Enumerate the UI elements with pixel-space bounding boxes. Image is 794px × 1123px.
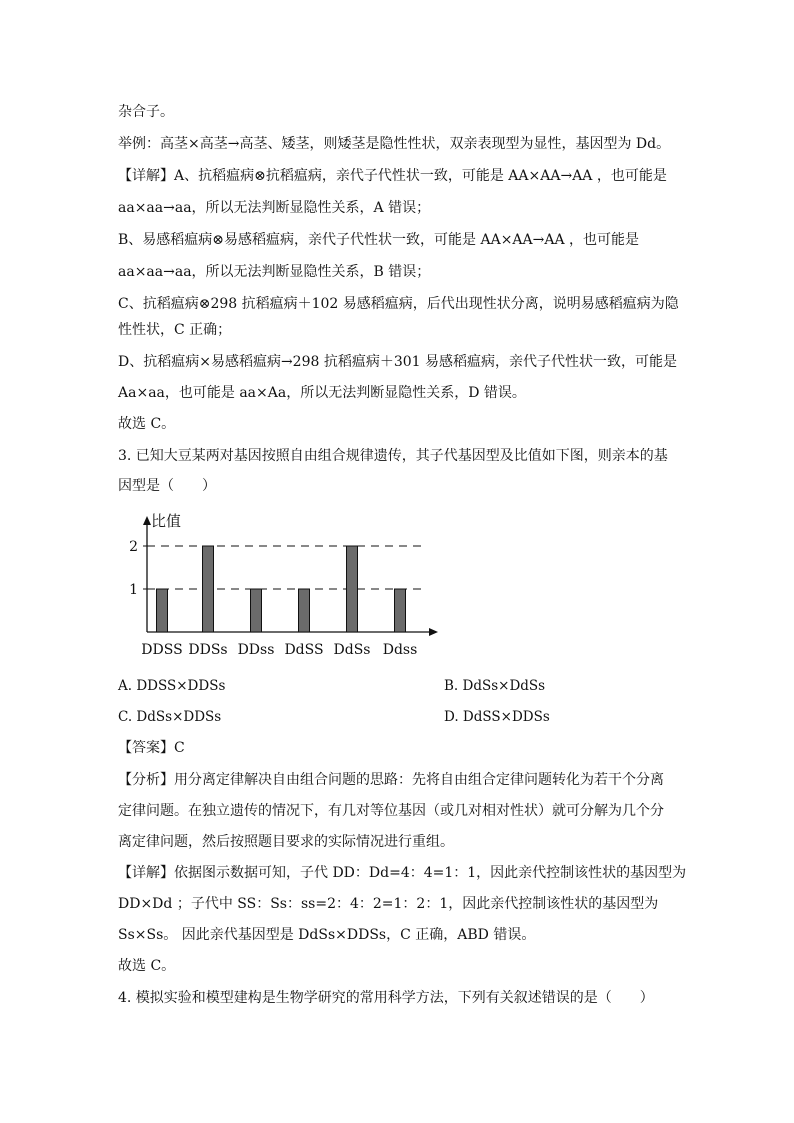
text-line: DD×Dd ；子代中 SS：Ss：ss=2：4：2=1：2：1，因此亲代控制该性状的基因型为 — [118, 896, 659, 912]
bar — [251, 589, 262, 632]
y-axis-arrow — [143, 516, 151, 525]
bar — [157, 589, 168, 632]
text-line: 故选 C。 — [118, 958, 176, 974]
text-line: B、易感稻瘟病⊗易感稻瘟病，亲代子代性状一致，可能是 AA×AA→AA ，也可能是 — [118, 232, 640, 248]
bar — [299, 589, 310, 632]
text-line: Aa×aa，也可能是 aa×Aa，所以无法判断显隐性关系，D 错误。 — [118, 385, 526, 401]
text-line: 【详解】A、抗稻瘟病⊗抗稻瘟病，亲代子代性状一致，可能是 AA×AA→AA ，也可能是 — [118, 168, 667, 184]
bar — [347, 546, 358, 632]
bar — [203, 546, 214, 632]
bar-chart — [120, 500, 450, 660]
text-line: aa×aa→aa，所以无法判断显隐性关系，B 错误； — [118, 264, 431, 280]
option-c[interactable]: C. DdSs×DDSs — [118, 709, 222, 725]
text-line: 杂合子。 — [118, 104, 174, 120]
y-tick-label: 1 — [129, 582, 138, 598]
y-axis-label: 比值 — [151, 512, 182, 530]
x-axis-arrow — [429, 628, 438, 636]
text-line: 【详解】依据图示数据可知，子代 DD：Dd=4：4=1：1，因此亲代控制该性状的基因型为 — [118, 865, 687, 881]
text-line: Ss×Ss。 因此亲代基因型是 DdSs×DDSs，C 正确，ABD 错误。 — [118, 927, 536, 943]
text-line: 【分析】用分离定律解决自由组合问题的思路：先将自由组合定律问题转化为若干个分离 — [118, 772, 664, 788]
x-tick-label: DDSS — [141, 642, 183, 658]
text-line: aa×aa→aa，所以无法判断显隐性关系，A 错误； — [118, 200, 431, 216]
x-tick-label: Ddss — [382, 642, 418, 658]
option-d[interactable]: D. DdSS×DDSs — [444, 709, 550, 725]
bar — [395, 589, 406, 632]
question-4-stem: 4. 模拟实验和模型建构是生物学研究的常用科学方法，下列有关叙述错误的是（ ） — [118, 990, 654, 1006]
option-a[interactable]: A. DDSS×DDSs — [118, 678, 226, 694]
text-line: 离定律问题，然后按照题目要求的实际情况进行重组。 — [118, 834, 454, 850]
x-tick-label: DdSS — [284, 642, 324, 658]
text-line: 性性状，C 正确； — [118, 322, 232, 338]
y-tick-label: 2 — [129, 539, 138, 555]
text-line: 定律问题。在独立遗传的情况下，有几对等位基因（或几对相对性状）就可分解为几个分 — [118, 803, 664, 819]
x-tick-label: DDss — [237, 642, 275, 658]
question-3-stem-cont: 因型是（ ） — [118, 478, 216, 494]
text-line: 故选 C。 — [118, 416, 176, 432]
x-tick-label: DDSs — [188, 642, 228, 658]
option-b[interactable]: B. DdSs×DdSs — [444, 678, 546, 694]
x-tick-label: DdSs — [333, 642, 371, 658]
question-3-stem: 3. 已知大豆某两对基因按照自由组合规律遗传，其子代基因型及比值如下图，则亲本的基 — [118, 448, 668, 464]
text-line: 举例：高茎×高茎→高茎、矮茎，则矮茎是隐性性状，双亲表现型为显性，基因型为 Dd。 — [118, 136, 671, 152]
text-line: C、抗稻瘟病⊗298 抗稻瘟病＋102 易感稻瘟病，后代出现性状分离，说明易感稻瘟病为隐 — [118, 296, 679, 312]
text-line: D、抗稻瘟病×易感稻瘟病→298 抗稻瘟病＋301 易感稻瘟病，亲代子代性状一致，可能是 — [118, 354, 678, 370]
answer-line: 【答案】C — [118, 740, 185, 756]
